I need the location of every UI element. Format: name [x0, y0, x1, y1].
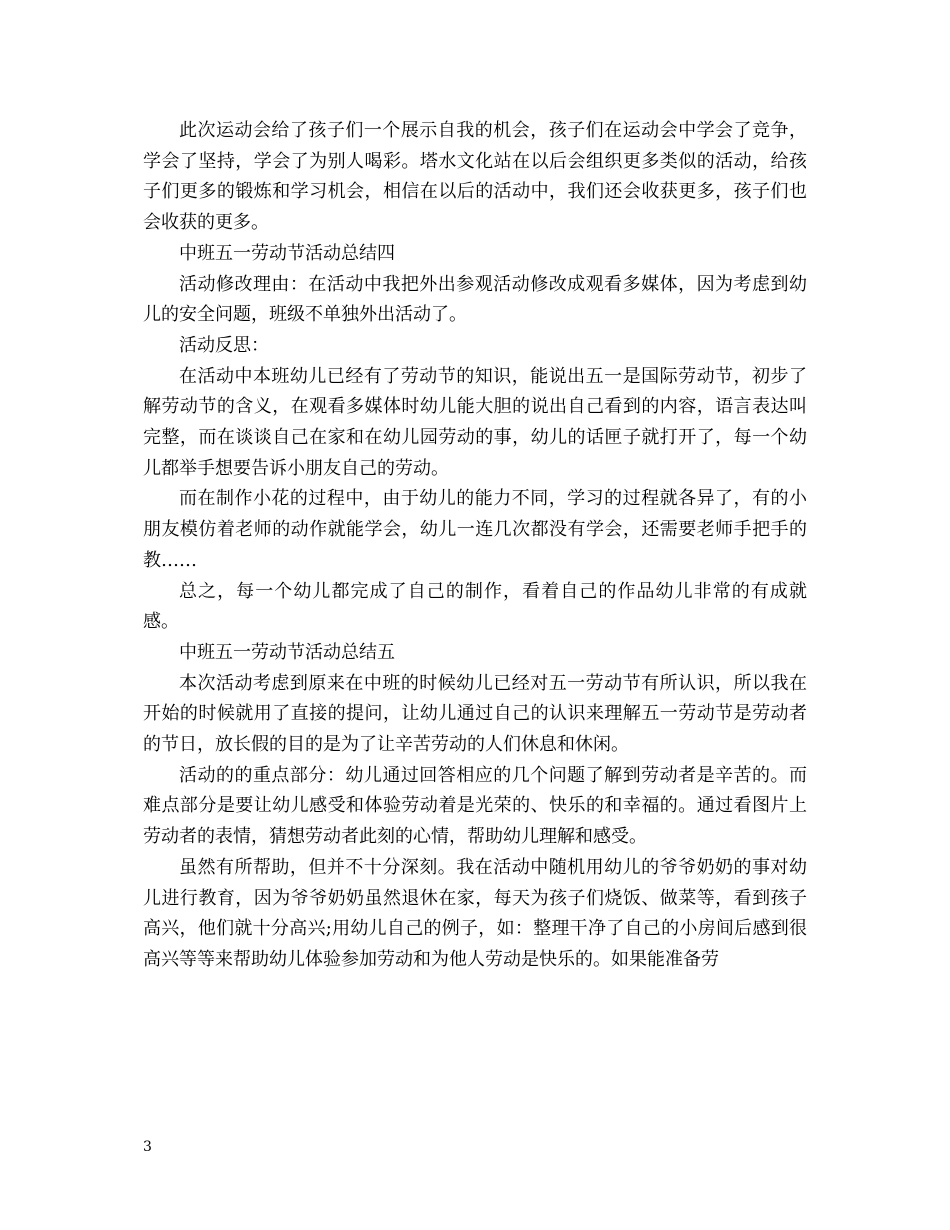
section-heading-summary-four: 中班五一劳动节活动总结四: [179, 242, 395, 264]
paragraph-key-points: 活动的的重点部分：幼儿通过回答相应的几个问题了解到劳动者是辛苦的。而难点部分是要让幼儿感受和体验劳动着是光荣的、快乐的和幸福的。通过看图片上劳动者的表情，猜想劳动者此刻的心情，帮助幼儿理解和感受。: [143, 764, 807, 848]
paragraph-activity-intro: 本次活动考虑到原来在中班的时候幼儿已经对五一劳动节有所认识，所以我在开始的时候就用了直接的提问，让幼儿通过自己的认识来理解五一劳动节是劳动者的节日，放长假的目的是为了让辛苦劳动的人们休息和休闲。: [143, 672, 807, 756]
paragraph-reflection-knowledge: 在活动中本班幼儿已经有了劳动节的知识，能说出五一是国际劳动节，初步了解劳动节的含义，在观看多媒体时幼儿能大胆的说出自己看到的内容，语言表达叫完整，而在谈谈自己在家和在幼儿园劳动的事，幼儿的话匣子就打开了，每一个幼儿都举手想要告诉小朋友自己的劳动。: [143, 365, 807, 479]
section-heading-reflection: 活动反思：: [179, 334, 269, 356]
paragraph-conclusion: 总之，每一个幼儿都完成了自己的制作，看着自己的作品幼儿非常的有成就感。: [143, 580, 807, 633]
paragraph-flower-making: 而在制作小花的过程中，由于幼儿的能力不同，学习的过程就各异了，有的小朋友模仿着老师的动作就能学会，幼儿一连几次都没有学会，还需要老师手把手的教……: [143, 488, 807, 571]
document-body: [143, 116, 807, 976]
section-heading-summary-five: 中班五一劳动节活动总结五: [179, 641, 395, 663]
paragraph-sports-meet: 此次运动会给了孩子们一个展示自我的机会，孩子们在运动会中学会了竞争，学会了坚持，学会了为别人喝彩。塔水文化站在以后会组织更多类似的活动，给孩子们更多的锻炼和学习机会，相信在以后的活动中，我们还会收获更多，孩子们也会收获的更多。: [143, 120, 807, 234]
page-number: 3: [143, 1139, 152, 1155]
paragraph-modification-reason: 活动修改理由：在活动中我把外出参观活动修改成观看多媒体，因为考虑到幼儿的安全问题，班级不单独外出活动了。: [143, 273, 807, 326]
paragraph-education-examples: 虽然有所帮助，但并不十分深刻。我在活动中随机用幼儿的爷爷奶奶的事对幼儿进行教育，因为爷爷奶奶虽然退休在家，每天为孩子们烧饭、做菜等，看到孩子高兴，他们就十分高兴;用幼儿自己的例子，如：整理干净了自己的小房间后感到很高兴等等来帮助幼儿体验参加劳动和为他人劳动是快乐的。如果能准备劳: [143, 856, 807, 970]
